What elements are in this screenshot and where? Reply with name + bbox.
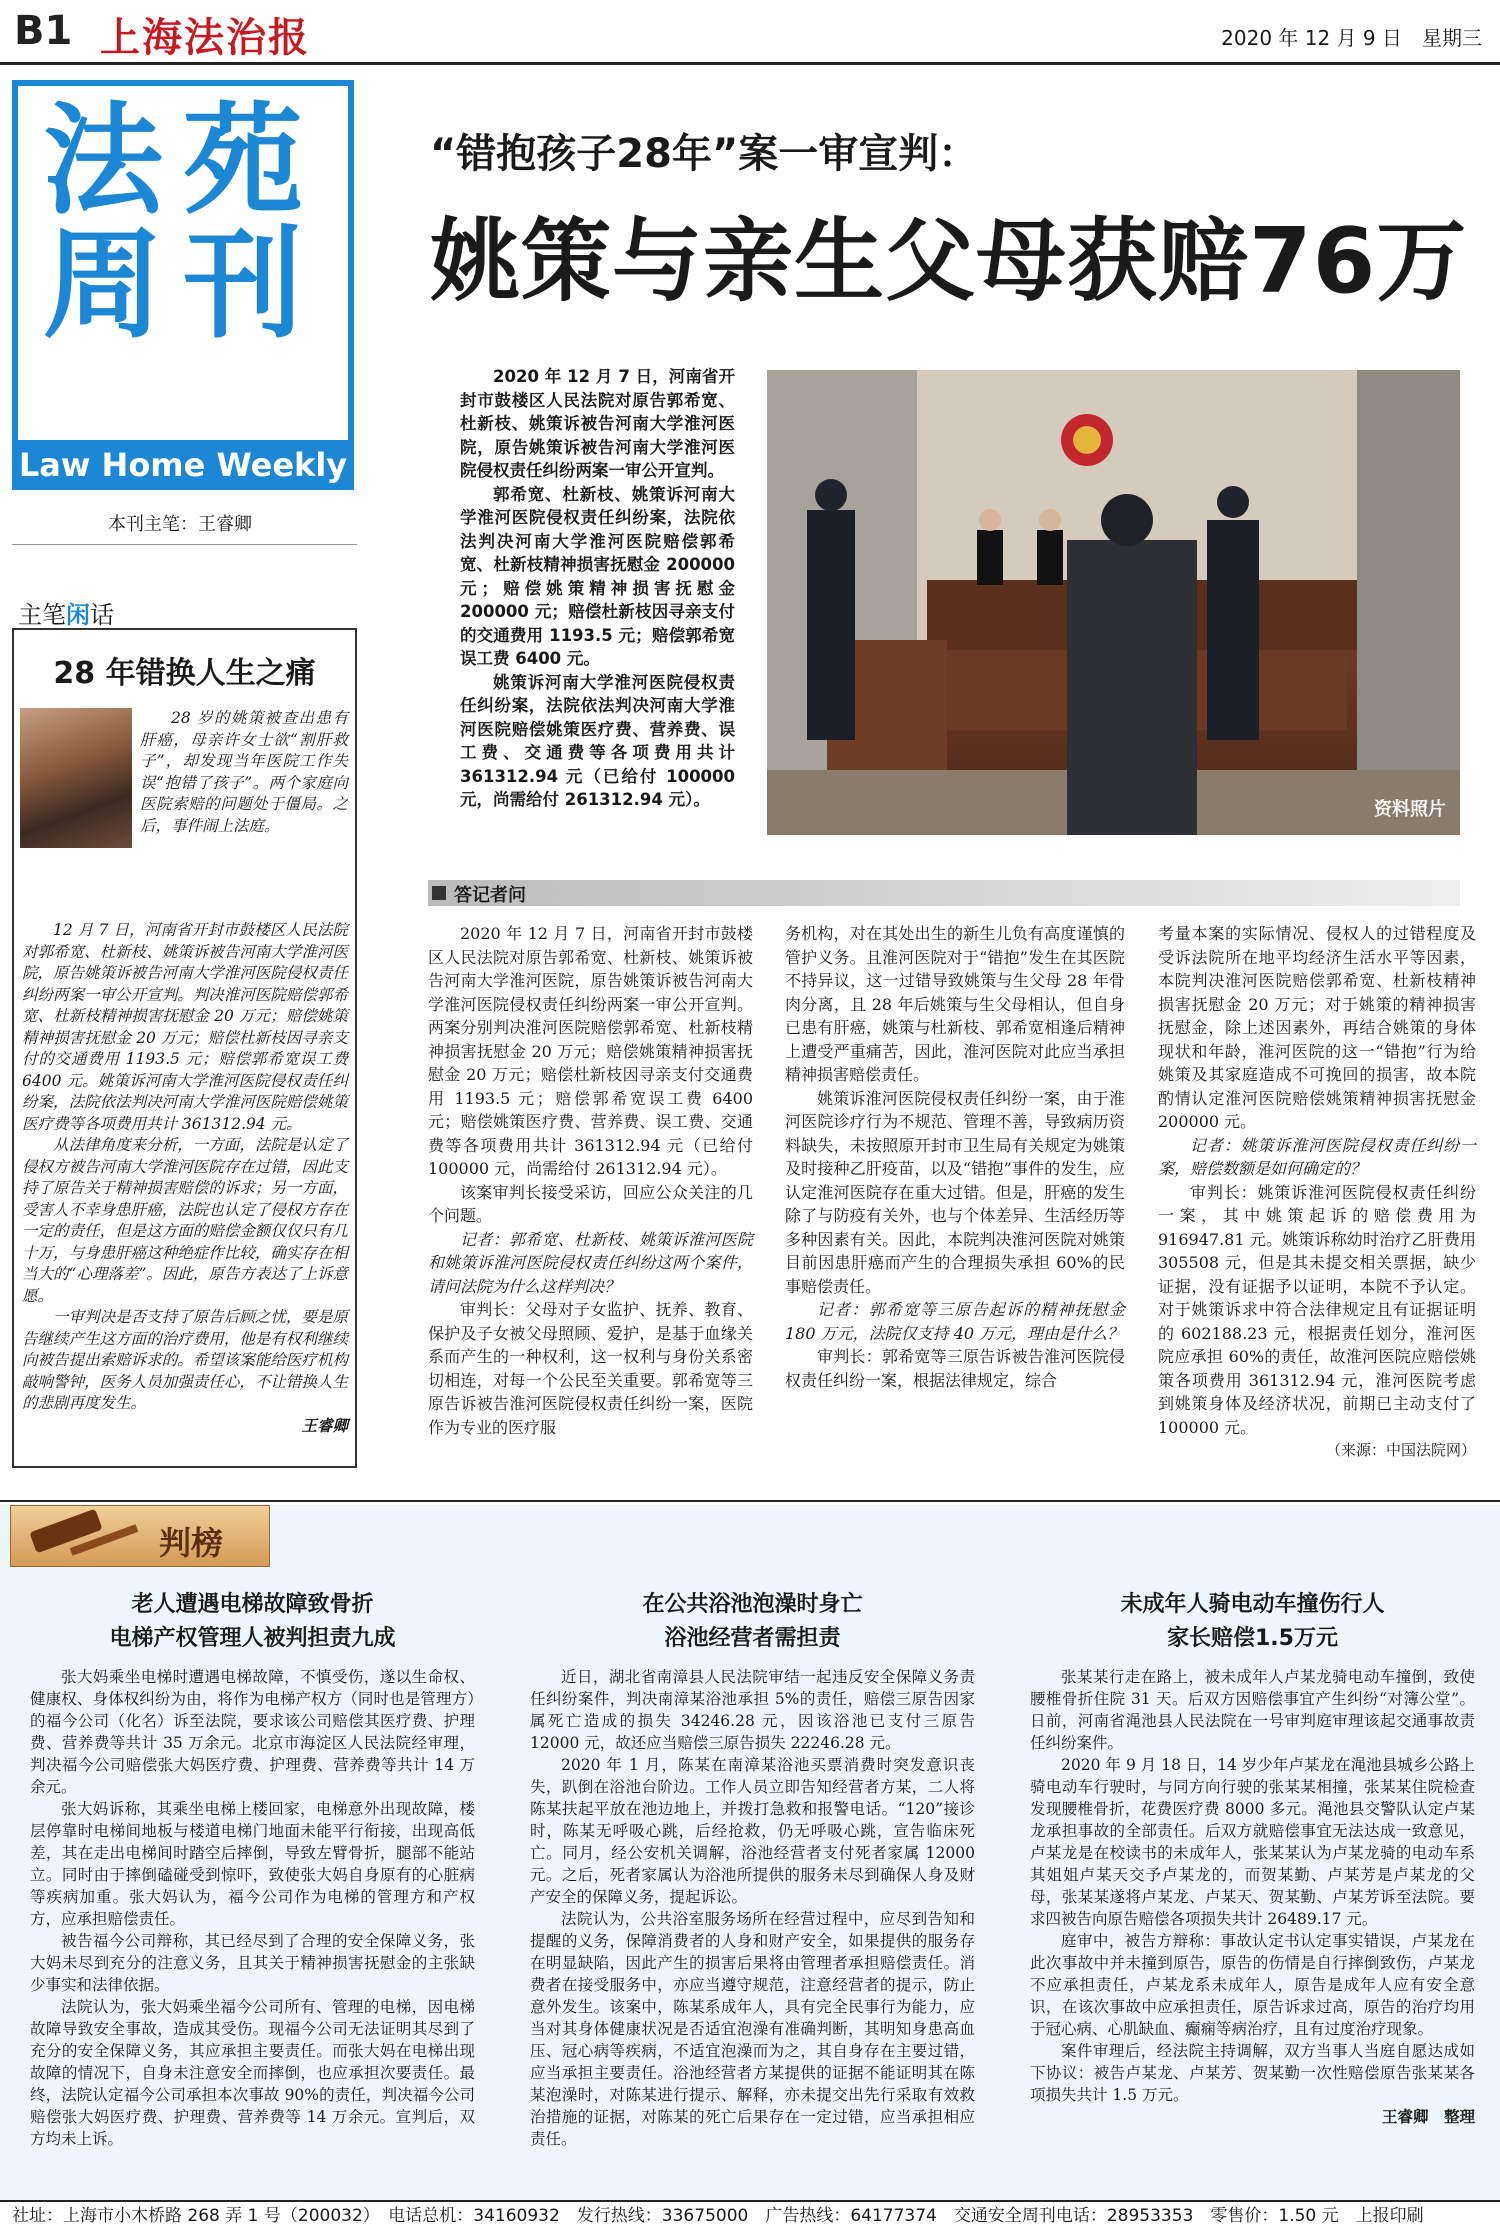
qa-column-2 — [785, 922, 1125, 1392]
essay-signature: 王睿卿 — [301, 1415, 348, 1435]
lead-paragraph: 郭希宽、杜新枝、姚策诉河南大学淮河医院侵权责任纠纷案，法院依法判决河南大学淮河医院赔偿郭希宽、杜新枝精神损害抚慰金 200000 元；赔偿姚策精神损害抚慰金 200000 元；赔偿杜新枝因寻亲支付的交通费用 1193.5 元；赔偿郭希宽误工费 6400 元。 — [460, 484, 735, 668]
column-name-line1: 法苑 — [43, 92, 323, 231]
qa-answer: 审判长：姚策诉淮河医院侵权责任纠纷一案，其中姚策起诉的赔偿费用为 916947.81 元。姚策诉称幼时治疗乙肝费用 305508 元，但是其未提交相关票据，缺少证据，没有证据予以证明，本院不予认定。对于姚策诉求中符合法律规定且有证据证明的 602188.23 元，根据责任划分，淮河医院应承担 60%的责任，故淮河医院应赔偿姚策各项费用 361312.94 元，淮河医院考虑到姚策身体及经济状况，前期已主动支付了 100000 元。 — [1158, 1182, 1476, 1437]
essay-intro-text: 28 岁的姚策被查出患有肝癌，母亲许女士欲“割肝救子”，却发现当年医院工作失误“抱错了孩子”。两个家庭向医院索赔的问题处于僵局。之后，事件闹上法庭。 — [140, 709, 348, 835]
story-title: 未成年人骑电动车撞伤行人 — [1120, 1592, 1385, 1617]
chief-editor: 本刊主笔：王睿卿 — [108, 514, 252, 535]
story-paragraph: 2020 年 9 月 18 日，14 岁少年卢某龙在渑池县城乡公路上骑电动车行驶时，与同方向行驶的张某某相撞，张某某住院检查发现腰椎骨折，花费医疗费 8000 多元。渑池县交警队认定卢某龙承担事故的全部责任。后双方就赔偿事宜无法达成一致意见，卢某龙是在校读书的未成年人，张某某认为卢某龙骑的电动车系其姐姐卢某天交予卢某龙的，而贺某勤、卢某芳是卢某龙的父母，张某某遂将卢某龙、卢某天、贺某勤、卢某芳诉至法院。要求四被告向原告赔偿各项损失共计 26489.17 元。 — [1030, 1756, 1475, 1928]
essay-intro — [140, 708, 348, 837]
qa-column-3 — [1158, 922, 1476, 1463]
lead-paragraph: 姚策诉河南大学淮河医院侵权责任纠纷案，法院依法判决河南大学淮河医院赔偿姚策医疗费、营养费、误工费、交通费等各项费用共计 361312.94 元（已给付 100000 元，尚需给付 261312.94 元）。 — [460, 672, 735, 809]
story-subtitle: 电梯产权管理人被判担责九成 — [109, 1626, 396, 1651]
section-suffix: 话 — [90, 601, 114, 629]
story-paragraph: 张大妈诉称，其乘坐电梯上楼回家，电梯意外出现故障，楼层停靠时电梯间地板与楼道电梯门地面未能平行衔接，出现高低差，其在走出电梯间时踏空后摔倒，导致左臂骨折，腿部不能站立。同时由于摔倒磕碰受到惊吓，致使张大妈自身原有的心脏病等疾病加重。张大妈认为，福今公司作为电梯的管理方和产权方，应承担赔偿责任。 — [30, 1800, 475, 1928]
essay-paragraph: 从法律角度来分析，一方面，法院是认定了侵权方被告河南大学淮河医院存在过错，因此支持了原告关于精神损害赔偿的诉求；另一方面，受害人不幸身患肝癌，法院也认定了侵权方存在一定的责任，但是这方面的赔偿金额仅仅只有几十万，与身患肝癌这种绝症作比较，确实存在相当大的“心理落差”。因此，原告方表达了上诉意愿。 — [22, 1136, 348, 1305]
qa-bar-label: 答记者问 — [454, 885, 526, 906]
column-brand-box — [12, 80, 354, 490]
newspaper-masthead: 上海法治报 — [100, 14, 310, 61]
story-paragraph: 2020 年 1 月，陈某在南漳某浴池买票消费时突发意识丧失，趴倒在浴池台阶边。工作人员立即告知经营者方某，二人将陈某扶起平放在池边地上，并拨打急救和报警电话。“120”接诊时，陈某无呼吸心跳，后经抢救，仍无呼吸心跳，宣告临床死亡。同月，经公安机关调解，浴池经营者支付死者家属 12000 元。之后，死者家属认为浴池所提供的服务未尽到确保人身及财产安全的保障义务，提起诉讼。 — [530, 1756, 975, 1906]
story-body — [30, 1666, 475, 2150]
story-subtitle: 浴池经营者需担责 — [664, 1626, 841, 1651]
qa-header-bar — [428, 880, 1460, 906]
essay-title: 28 年错换人生之痛 — [53, 656, 316, 691]
issue-date: 2020 年 12 月 9 日 星期三 — [1221, 26, 1482, 50]
qa-answer: 审判长：父母对子女监护、抚养、教育、保护及子女被父母照顾、爱护，是基于血缘关系而产生的一种权利，这一权利与身份关系密切相连，对每一个公民至关重要。郭希宽等三原告诉被告淮河医院侵权责任纠纷一案，医院作为专业的医疗服 — [428, 1300, 753, 1437]
case-digest-tab-label: 判榜 — [159, 1524, 224, 1562]
essay-body — [22, 920, 348, 1436]
column-name-line2: 周刊 — [43, 216, 323, 355]
header-rule — [0, 62, 1500, 65]
section-highlight: 闲 — [66, 601, 90, 629]
story-paragraph: 张某某行走在路上，被未成年人卢某龙骑电动车撞倒，致使腰椎骨折住院 31 天。后双方因赔偿事宜产生纠纷“对簿公堂”。日前，河南省渑池县人民法院在一号审判庭审理该起交通事故责任纠纷案件。 — [1030, 1668, 1475, 1752]
essay-paragraph: 一审判决是否支持了原告后顾之忧，要是原告继续产生这方面的治疗费用，他是有权利继续向被告提出索赔诉求的。希望该案能给医疗机构敲响警钟，医务人员加强责任心，不让错换人生的悲剧再度发生。 — [22, 1308, 348, 1412]
lead-summary — [460, 365, 735, 812]
author-portrait — [20, 708, 132, 848]
story-elevator — [30, 1588, 475, 2150]
essay-paragraph: 12 月 7 日，河南省开封市鼓楼区人民法院对郭希宽、杜新枝、姚策诉被告河南大学淮河医院，原告姚策诉被告河南大学淮河医院侵权责任纠纷两案一审公开宣判。判决淮河医院赔偿郭希宽、杜新枝精神损害抚慰金 20 万元；赔偿姚策精神损害抚慰金 20 万元；赔偿杜新枝因寻亲支付的交通费用 1193.5 元；赔偿郭希宽误工费 6400 元。姚策诉河南大学淮河医院侵权责任纠纷案，法院依法判决河南大学淮河医院赔偿姚策医疗费等各项费用共计 361312.94 元。 — [22, 921, 348, 1133]
case-digest-tab — [10, 1505, 270, 1567]
square-bullet-icon — [432, 886, 446, 900]
page-number — [14, 8, 84, 58]
lead-paragraph: 2020 年 12 月 7 日，河南省开封市鼓楼区人民法院对原告郭希宽、杜新枝、姚策诉被告河南大学淮河医院，原告姚策诉被告河南大学淮河医院侵权责任纠纷两案一审公开宣判。 — [460, 367, 735, 480]
courtroom-photo-illustration — [767, 370, 1460, 835]
story-ebike — [1030, 1588, 1475, 2128]
story-body — [1030, 1666, 1475, 2128]
qa-source: （来源：中国法院网） — [1325, 1441, 1476, 1459]
story-bathhouse — [530, 1588, 975, 2150]
qa-question: 记者：郭希宽等三原告起诉的精神抚慰金 180 万元，法院仅支持 40 万元，理由是什么？ — [785, 1300, 1125, 1343]
qa-paragraph: 该案审判长接受采访，回应公众关注的几个问题。 — [428, 1182, 753, 1225]
story-paragraph: 法院认为，公共浴室服务场所在经营过程中，应尽到告知和提醒的义务，保障消费者的人身和财产安全，如果提供的服务存在明显缺陷，因此产生的损害后果将由管理者承担赔偿责任。消费者在接受服务中，亦应当遵守规范，注意经营者的提示，防止意外发生。该案中，陈某系成年人，具有完全民事行为能力，应当对其身体健康状况是否适宜泡澡有准确判断，其明知身患高血压、冠心病等疾病，不适宜泡澡而为之，其自身存在主要过错，应当承担主要责任。浴池经营者方某提供的证据不能证明其在陈某泡澡时，对陈某进行提示、解释，亦未提交出先行采取有效救治措施的证据，对陈某的死亡后果存在一定过错，应当承担相应责任。 — [530, 1910, 975, 2148]
section-prefix: 主笔 — [18, 601, 66, 629]
photo-caption: 资料照片 — [1374, 799, 1446, 820]
story-title: 老人遭遇电梯故障致骨折 — [131, 1592, 374, 1617]
story-paragraph: 张大妈乘坐电梯时遭遇电梯故障，不慎受伤，遂以生命权、健康权、身体权纠纷为由，将作为电梯产权方（同时也是管理方）的福今公司（化名）诉至法院，要求该公司赔偿其医疗费、护理费、营养费等共计 35 万余元。北京市海淀区人民法院经审理，判决福今公司赔偿张大妈医疗费、护理费、营养费等共计 14 万余元。 — [30, 1668, 475, 1796]
footer-contact: 社址：上海市小木桥路 268 弄 1 号（200032） 电话总机：34160932 发行热线：33675000 广告热线：64177374 交通安全周刊电话：28953353 零售价：1.50 元 上报印刷 — [0, 2200, 1500, 2229]
story-paragraph: 案件审理后，经法院主持调解，双方当事人当庭自愿达成如下协议：被告卢某龙、卢某芳、贺某勤一次性赔偿原告张某某各项损失共计 1.5 万元。 — [1030, 2042, 1475, 2104]
qa-question: 记者：郭希宽、杜新枝、姚策诉淮河医院和姚策诉淮河医院侵权责任纠纷这两个案件，请问法院为什么这样判决？ — [428, 1229, 753, 1296]
qa-paragraph: 2020 年 12 月 7 日，河南省开封市鼓楼区人民法院对原告郭希宽、杜新枝、姚策诉被告河南大学淮河医院，原告姚策诉被告河南大学淮河医院侵权责任纠纷两案一审公开宣判。两案分别判决淮河医院赔偿郭希宽、杜新枝精神损害抚慰金 20 万元；赔偿姚策精神损害抚慰金 20 万元；赔偿杜新枝因寻亲支付交通费用 1193.5 元；赔偿郭希宽误工费 6400 元；赔偿姚策医疗费、营养费、误工费、交通费等各项费用共计 361312.94 元（已给付 100000 元，尚需给付 261312.94 元）。 — [428, 924, 753, 1178]
qa-paragraph: 务机构，对在其处出生的新生儿负有高度谨慎的管护义务。且淮河医院对于“错抱”发生在其医院不持异议，这一过错导致姚策与生父母 28 年骨肉分离，且 28 年后姚策与生父母相认，但自身已患有肝癌，姚策与杜新枝、郭希宽相逢后精神上遭受严重痛苦，因此，淮河医院对此应当承担精神损害赔偿责任。 — [785, 924, 1125, 1084]
story-signature: 王睿卿 整理 — [1381, 2107, 1475, 2126]
editor-divider — [12, 544, 357, 545]
story-paragraph: 庭审中，被告方辩称：事故认定书认定事实错误，卢某龙在此次事故中并未撞到原告，原告的伤情是自行摔倒致伤，卢某龙不应承担责任，卢某龙系未成年人，原告是成年人应有安全意识，在该次事故中应承担责任，原告诉求过高，原告的治疗均用于冠心病、心肌缺血、癫痫等病治疗，且有过度治疗现象。 — [1030, 1932, 1475, 2038]
qa-question: 记者：姚策诉淮河医院侵权责任纠纷一案，赔偿数额是如何确定的？ — [1158, 1135, 1476, 1178]
story-paragraph: 被告福今公司辩称，其已经尽到了合理的安全保障义务，张大妈未尽到充分的注意义务，且其关于精神损害抚慰金的主张缺少事实和法律依据。 — [30, 1932, 475, 1994]
story-paragraph: 近日，湖北省南漳县人民法院审结一起违反安全保障义务责任纠纷案件，判决南漳某浴池承担 5%的责任，赔偿三原告因家属死亡造成的损失 34246.28 元，因该浴池已支付三原告 12000 元，故还应当赔偿三原告损失 22246.28 元。 — [530, 1668, 975, 1752]
story-subtitle: 家长赔偿1.5万元 — [1167, 1626, 1338, 1651]
essay-section-label — [18, 595, 114, 630]
qa-answer: 审判长：郭希宽等三原告诉被告淮河医院侵权责任纠纷一案，根据法律规定，综合 — [785, 1347, 1125, 1390]
qa-paragraph: 姚策诉淮河医院侵权责任纠纷一案，由于淮河医院诊疗行为不规范、管理不善，导致病历资料缺失，未按照原开封市卫生局有关规定为姚策及时接种乙肝疫苗，以及“错抱”事件的发生，应认定淮河医院存在重大过错。但是，肝癌的发生除了与防疫有关外，也与个体差异、生活经历等多种因素有关。因此，本院判决淮河医院对姚策目前因患肝癌而产生的合理损失承担 60%的民事赔偿责任。 — [785, 1088, 1125, 1296]
story-title: 在公共浴池泡澡时身亡 — [642, 1592, 863, 1617]
essay-box — [12, 628, 357, 1468]
qa-column-1 — [428, 922, 753, 1439]
headline-kicker: “错抱孩子28年”案一审宣判： — [430, 131, 979, 177]
story-paragraph: 法院认为，张大妈乘坐福今公司所有、管理的电梯，因电梯故障导致安全事故，造成其受伤。现福今公司无法证明其尽到了充分的安全保障义务，其应承担主要责任。而张大妈在电梯出现故障的情况下，自身未注意安全而摔倒，也应承担次要责任。最终，法院认定福今公司承担本次事故 90%的责任，判决福今公司赔偿张大妈医疗费、护理费、营养费等 14 万余元。宣判后，双方均未上诉。 — [30, 1998, 475, 2148]
section-rule — [0, 1500, 1500, 1502]
column-name-english: Law Home Weekly — [12, 440, 354, 490]
qa-paragraph: 考量本案的实际情况、侵权人的过错程度及受诉法院所在地平均经济生活水平等因素，本院判决淮河医院赔偿郭希宽、杜新枝精神损害抚慰金 20 万元；对于姚策的精神损害抚慰金，除上述因素外，再结合姚策的身体现状和年龄，淮河医院的这一“错抱”行为给姚策及其家庭造成不可挽回的损害，故本院酌情认定淮河医院赔偿姚策精神损害抚慰金 200000 元。 — [1158, 924, 1476, 1131]
headline: 姚策与亲生父母获赔76万 — [430, 209, 1468, 314]
page-number-text: B1 — [14, 8, 73, 54]
story-body — [530, 1666, 975, 2150]
courtroom-photo — [767, 370, 1460, 835]
